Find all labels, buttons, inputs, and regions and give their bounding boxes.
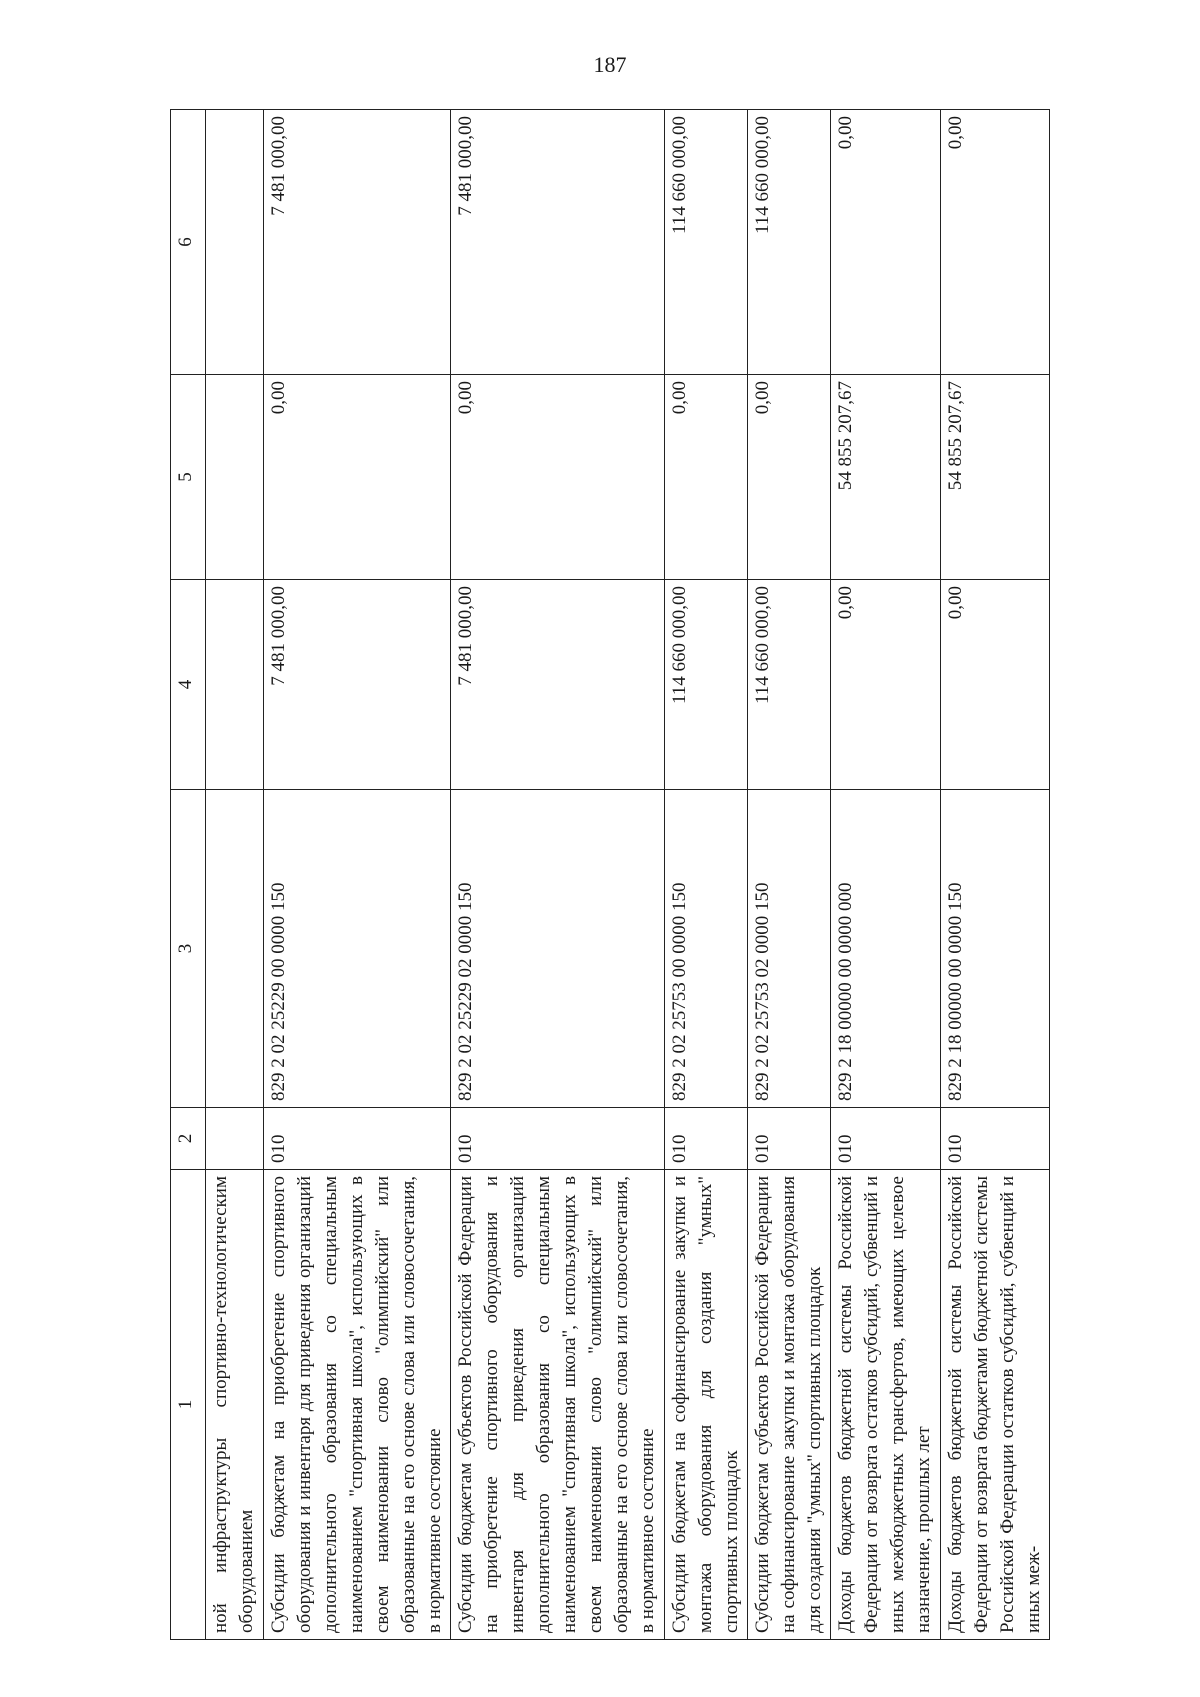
row-kbk: 829 2 02 25753 00 0000 150 (665, 790, 748, 1108)
row-col4: 7 481 000,00 (451, 580, 665, 790)
row-code: 010 (264, 1108, 451, 1170)
row-code: 010 (831, 1108, 940, 1170)
row-col6: 7 481 000,00 (264, 110, 451, 375)
table-row (940, 110, 1049, 1640)
row-col4: 0,00 (831, 580, 940, 790)
header-col-3: 3 (171, 790, 206, 1108)
table-row (264, 110, 451, 1640)
row-col6: 114 660 000,00 (665, 110, 748, 375)
row-col6: 114 660 000,00 (748, 110, 831, 375)
row-col4: 114 660 000,00 (665, 580, 748, 790)
table-row (206, 110, 264, 1640)
row-col5: 0,00 (451, 375, 665, 580)
row-col5: 0,00 (748, 375, 831, 580)
row-kbk: 829 2 02 25229 02 0000 150 (451, 790, 665, 1108)
row-code: 010 (940, 1108, 1049, 1170)
rotated-sheet (170, 110, 1050, 1640)
table-row (748, 110, 831, 1640)
row-col6 (206, 110, 264, 375)
row-code (206, 1108, 264, 1170)
header-row (171, 110, 206, 1640)
row-kbk: 829 2 18 00000 00 0000 150 (940, 790, 1049, 1108)
row-kbk: 829 2 02 25753 02 0000 150 (748, 790, 831, 1108)
row-col6: 7 481 000,00 (451, 110, 665, 375)
row-col4: 0,00 (940, 580, 1049, 790)
row-col5: 0,00 (665, 375, 748, 580)
row-col5: 54 855 207,67 (940, 375, 1049, 580)
row-name: Субсидии бюджетам на приобретение спортивного оборудования и инвентаря для приведения организаций дополнительного образования со специальным наименованием "спортивная школа", использующих в своем наименовании слово "олимпийский" или образованные на его основе слова или словосочетания, в нормативное состояние (264, 1170, 451, 1640)
header-col-4: 4 (171, 580, 206, 790)
row-name: Доходы бюджетов бюджетной системы Российской Федерации от возврата остатков субсидий, субвенций и иных межбюджетных трансфертов, имеющих целевое назначение, прошлых лет (831, 1170, 940, 1640)
row-name: Субсидии бюджетам субъектов Российской Федерации на приобретение спортивного оборудования и инвентаря для приведения организаций дополнительного образования со специальным наименованием "спортивная школа", использующих в своем наименовании слово "олимпийский" или образованные на его основе слова или словосочетания, в нормативное состояние (451, 1170, 665, 1640)
row-col5 (206, 375, 264, 580)
row-col6: 0,00 (940, 110, 1049, 375)
table-row (665, 110, 748, 1640)
header-col-6: 6 (171, 110, 206, 375)
row-name: Субсидии бюджетам на софинансирование закупки и монтажа оборудования для создания "умных" спортивных площадок (665, 1170, 748, 1640)
row-col4 (206, 580, 264, 790)
row-col5: 0,00 (264, 375, 451, 580)
page-number: 187 (593, 52, 627, 77)
header-col-1: 1 (171, 1170, 206, 1640)
row-kbk (206, 790, 264, 1108)
header-col-2: 2 (171, 1108, 206, 1170)
row-code: 010 (665, 1108, 748, 1170)
row-col4: 7 481 000,00 (264, 580, 451, 790)
row-name: ной инфраструктуры спортивно-технологическим оборудованием (206, 1170, 264, 1640)
row-col4: 114 660 000,00 (748, 580, 831, 790)
row-code: 010 (748, 1108, 831, 1170)
table-row (451, 110, 665, 1640)
header-col-5: 5 (171, 375, 206, 580)
row-code: 010 (451, 1108, 665, 1170)
row-kbk: 829 2 18 00000 00 0000 000 (831, 790, 940, 1108)
row-name: Субсидии бюджетам субъектов Российской Федерации на софинансирование закупки и монтажа оборудования для создания "умных" спортивных площадок (748, 1170, 831, 1640)
row-name: Доходы бюджетов бюджетной системы Российской Федерации от возврата бюджетами бюджетной системы Российской Федерации остатков субсидий, субвенций и иных меж- (940, 1170, 1049, 1640)
budget-table (170, 109, 1050, 1640)
row-kbk: 829 2 02 25229 00 0000 150 (264, 790, 451, 1108)
row-col5: 54 855 207,67 (831, 375, 940, 580)
table-row (831, 110, 940, 1640)
row-col6: 0,00 (831, 110, 940, 375)
